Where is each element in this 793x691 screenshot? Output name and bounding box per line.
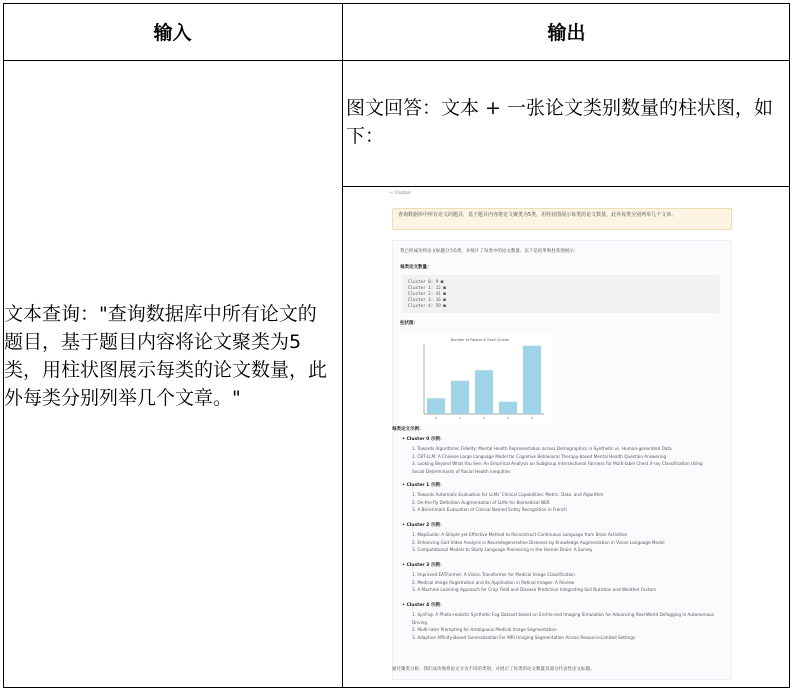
cluster-paper-item: 3. A Benchmark Evaluation of Clinical Named Entity Recognition in French [412, 507, 567, 512]
count-line: Cluster 1: 12 ■ [408, 285, 446, 290]
chart-title: Number of Papers in Each Cluster [450, 338, 510, 342]
chart-tick-label: 4 [531, 416, 533, 420]
cluster-label: • Cluster 4 示例： [402, 603, 445, 608]
count-heading: 每类论文数量： [400, 265, 432, 270]
cluster-paper-item: 2. CBT-LLM: A Chinese Large Language Model for Cognitive Behavioral Therapy-based Mental Health Question Answering [412, 453, 667, 459]
examples-heading: 每类论文示例： [392, 427, 424, 432]
cluster-paper-item: Social Determinants of Racial Health Inequities [412, 468, 511, 474]
cluster-paper-item: 1. Improved EATFormer: A Vision Transformer for Medical Image Classification [412, 572, 575, 577]
cluster-paper-item: 3. A Machine Learning Approach for Crop Yield and Disease Prediction Integrating Soil Nutrition and Weather Factors [412, 587, 656, 592]
cluster-paper-item: 1. MapGuide: A Simple yet Effective Method to Reconstruct Continuous Language from Brain Activities [412, 532, 627, 537]
input-header: 输入 [153, 22, 192, 44]
count-code-block [402, 275, 720, 313]
cluster-paper-item: 2. Medical Image Registration and Its Application in Retinal Images: A Review [412, 579, 575, 585]
cluster-paper-item: 3. Looking Beyond What You See: An Empirical Analysis on Subgroup Intersectional Fairness for Multi-label Chest X-ray Classification Using [412, 461, 703, 466]
user-query-bubble: 查询数据库中所有论文的题目，基于题目内容将论文聚类为5类，用柱状图展示每类的论文数量，此外每类分别列举几个文章。 [392, 208, 732, 230]
cluster-paper-item: 3. Computational Models to Study Language Processing in the Human Brain: A Survey [412, 547, 593, 552]
chatbot-breadcrumb: ← Chatbot [390, 190, 411, 195]
header-divider [3, 60, 790, 61]
response-intro: 我已经成功将论文标题分为5类，并统计了每类中的论文数量。以下是结果和柱状图展示： [400, 249, 579, 254]
column-divider [342, 3, 343, 688]
chart-bar [523, 346, 541, 414]
chart-tick-label: 1 [459, 416, 461, 420]
cluster-paper-item: 2. Multi-rater Prompting for Ambiguous Medical Image Segmentation [412, 627, 557, 632]
output-description: 图文回答：文本 + 一张论文类别数量的柱状图，如下： [346, 97, 774, 147]
count-line: Cluster 3: 16 ■ [408, 297, 446, 302]
output-header: 输出 [547, 22, 586, 44]
cluster-label: • Cluster 2 示例： [402, 523, 445, 528]
chart-tick-label: 0 [435, 416, 437, 420]
chart-tick-label: 2 [483, 416, 485, 420]
bar-chart [400, 334, 552, 424]
cluster-label: • Cluster 3 示例： [402, 563, 445, 568]
cluster-paper-item: 1. SynFog: A Photo-realistic Synthetic Fog Dataset based on End-to-end Imaging Simulation for Advancing Real-World Defogging in Autonomous [412, 612, 714, 617]
count-line: Cluster 0: 9 ■ [408, 279, 444, 284]
chatbot-screenshot [388, 188, 740, 684]
input-query-text: 文本查询："查询数据库中所有论文的题目，基于题目内容将论文聚类为5类，用柱状图展示每类的论文数量，此外每类分别列举几个文章。" [4, 303, 328, 409]
chart-heading: 柱状图： [400, 321, 418, 326]
cluster-paper-item: 1. Towards Automatic Evaluation for LLMs' Clinical Capabilities: Metric, Data, and Algorithm [412, 492, 604, 497]
response-summary: 通过聚类分析，我们成功地将论文分为不同的类别，并展示了每类的论文数量及部分代表性论文标题。 [392, 667, 595, 672]
cluster-paper-item: 2. Enhancing Gait Video Analysis in Neurodegenerative Diseases by Knowledge Augmentation in Vision Language Model [412, 539, 665, 545]
chart-bar [475, 370, 493, 414]
chart-bar [499, 402, 517, 414]
cluster-label: • Cluster 0 示例： [402, 437, 445, 442]
chart-bar [451, 381, 469, 414]
chart-tick-label: 3 [507, 416, 509, 420]
output-row-divider [342, 186, 790, 187]
cluster-paper-item: Driving [412, 619, 428, 625]
count-line: Cluster 4: 59 ■ [408, 303, 446, 308]
cluster-paper-item: 1. Towards Algorithmic Fidelity: Mental Health Representation across Demographics in Synthetic vs. Human-generated Data [412, 446, 672, 451]
cluster-label: • Cluster 1 示例： [402, 483, 445, 488]
chart-bar [427, 398, 445, 414]
count-line: Cluster 2: 41 ■ [408, 291, 446, 296]
cluster-paper-item: 2. On-the-fly Definition Augmentation of LLMs for Biomedical NER [412, 499, 550, 505]
cluster-paper-item: 3. Adaptive Affinity-Based Generalization For MRI Imaging Segmentation Across Resource-Limited Settings [412, 634, 636, 640]
